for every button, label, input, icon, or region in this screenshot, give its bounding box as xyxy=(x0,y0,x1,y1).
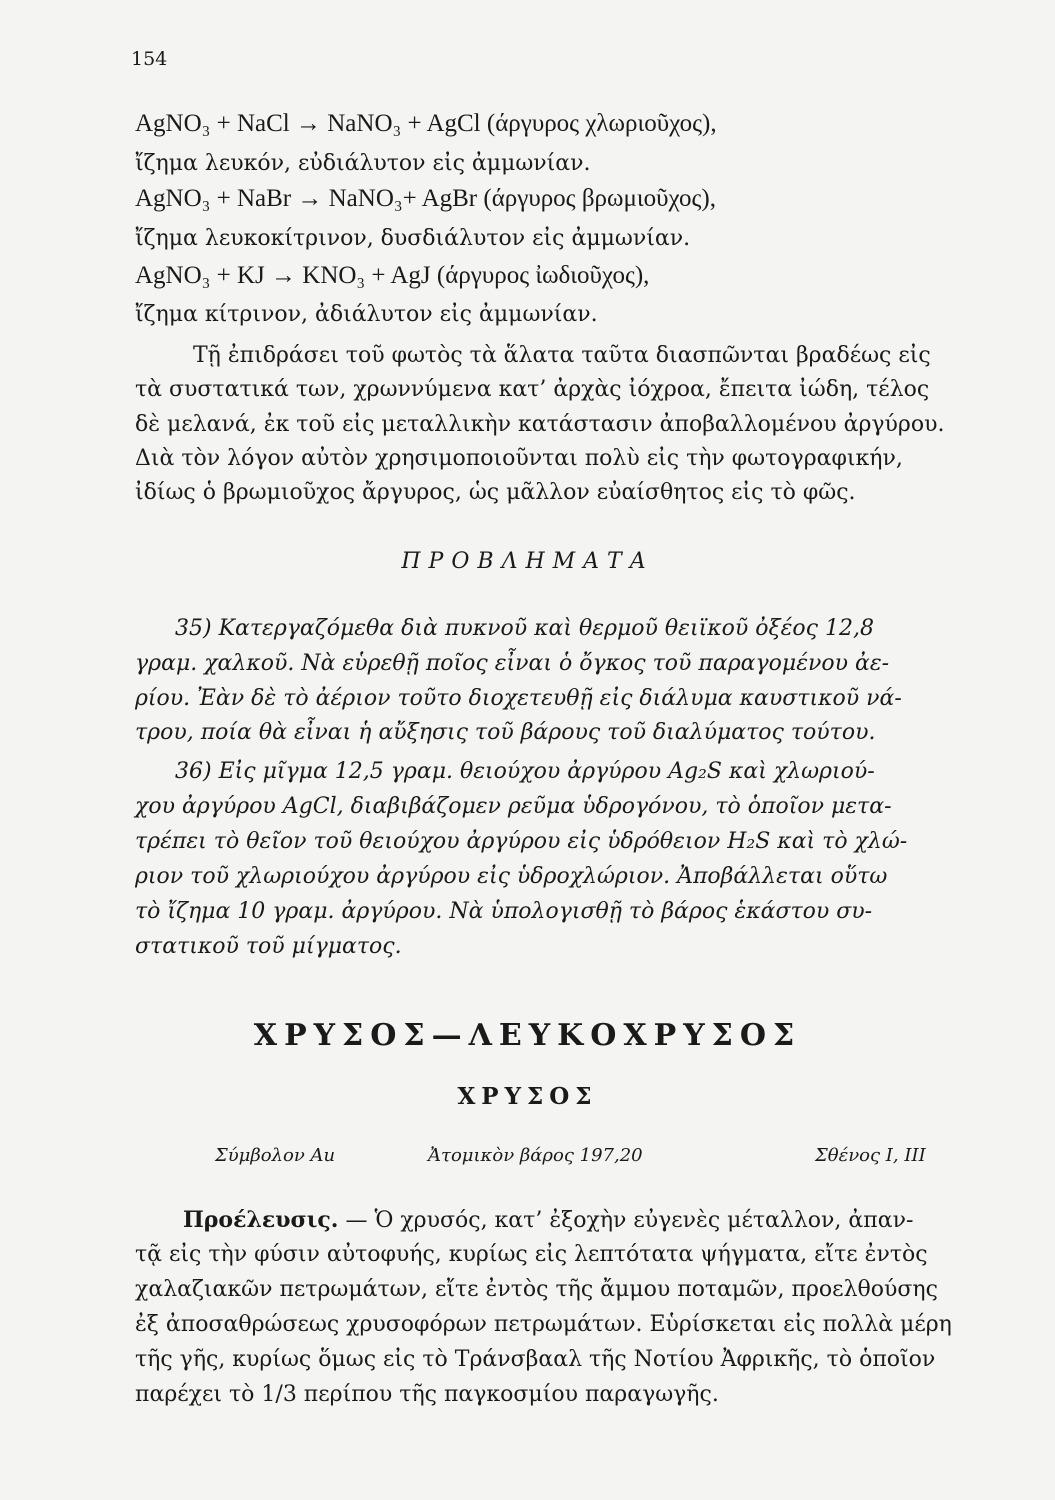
problem-line: 35) Κατεργαζόμεθα διὰ πυκνοῦ καὶ θερμοῦ θειϊκοῦ ὀξέος 12,8 xyxy=(175,616,874,641)
origin-first-line xyxy=(183,1206,913,1235)
equation-line: AgNO₃ + NaCl → NaNO₃ + AgCl (άργυρος χλωριοῦχος), xyxy=(135,110,717,137)
paragraph-line: ἰδίως ὁ βρωμιοῦχος ἄργυρος, ὡς μᾶλλον εὐαίσθητος εἰς τὸ φῶς. xyxy=(135,480,856,505)
origin-line: τᾷ εἰς τὴν φύσιν αὐτοφυής, κυρίως εἰς λεπτότατα ψήγματα, εἴτε ἐντὸς xyxy=(135,1242,928,1267)
equation-line: AgNO₃ + KJ → KNO₃ + AgJ (άργυρος ἰωδιοῦχος), xyxy=(135,262,650,289)
equation-line: AgNO₃ + NaBr → NaNO₃+ AgBr (άργυρος βρωμιοῦχος), xyxy=(135,185,717,212)
origin-line: παρέχει τὸ 1/3 περίπου τῆς παγκοσμίου παραγωγῆς. xyxy=(135,1382,719,1407)
paragraph-line: Τῇ ἐπιδράσει τοῦ φωτὸς τὰ ἅλατα ταῦτα διασπῶνται βραδέως εἰς xyxy=(193,343,931,368)
paragraph-line: δὲ μελανά, ἐκ τοῦ εἰς μεταλλικὴν κατάστασιν ἀποβαλλομένου ἀργύρου. xyxy=(135,412,945,437)
section-heading: ΧΡΥΣΟΣ xyxy=(457,1083,598,1110)
chapter-heading: ΧΡΥΣΟΣ—ΛΕΥΚΟΧΡΥΣΟΣ xyxy=(253,1018,802,1053)
symbol-label: Σύμβολον Au xyxy=(215,1145,336,1166)
problem-line: τὸ ἴζημα 10 γραμ. ἀργύρου. Νὰ ὑπολογισθῇ τὸ βάρος ἑκάστου συ- xyxy=(135,899,873,924)
equation-note: ἴζημα κίτρινον, ἀδιάλυτον εἰς ἀμμωνίαν. xyxy=(135,302,598,327)
paragraph-line: Διὰ τὸν λόγον αὐτὸν χρησιμοποιοῦνται πολὺ εἰς τὴν φωτογραφικήν, xyxy=(135,446,903,471)
problem-line: γραμ. χαλκοῦ. Νὰ εὑρεθῇ ποῖος εἶναι ὁ ὄγκος τοῦ παραγομένου ἀε- xyxy=(135,651,890,676)
atomic-weight-label: Ἀτομικὸν βάρος 197,20 xyxy=(428,1145,643,1166)
origin-line: τῆς γῆς, κυρίως ὅμως εἰς τὸ Τράνσβααλ τῆς Νοτίου Ἀφρικῆς, τὸ ὁποῖον xyxy=(135,1347,936,1372)
origin-line: — Ὁ χρυσός, κατ’ ἐξοχὴν εὐγενὲς μέταλλον, ἀπαν- xyxy=(345,1208,914,1233)
problem-line: ρίου. Ἐὰν δὲ τὸ ἀέριον τοῦτο διοχετευθῇ εἰς διάλυμα καυστικοῦ νά- xyxy=(135,686,902,711)
equation-note: ἴζημα λευκοκίτρινον, δυσδιάλυτον εἰς ἀμμωνίαν. xyxy=(135,226,691,251)
paragraph-line: τὰ συστατικά των, χρωννύμενα κατ’ ἀρχὰς ἰόχροα, ἔπειτα ἰώδη, τέλος xyxy=(135,377,930,402)
page-number: 154 xyxy=(131,48,168,70)
origin-label: Προέλευσις. xyxy=(183,1207,339,1233)
problem-line: ριον τοῦ χλωριούχου ἀργύρου εἰς ὑδροχλώριον. Ἀποβάλλεται οὕτω xyxy=(135,864,888,889)
valence-label: Σθένος I, III xyxy=(815,1145,926,1166)
problems-title: ΠΡΟΒΛΗΜΑΤΑ xyxy=(401,549,654,574)
problem-line: στατικοῦ τοῦ μίγματος. xyxy=(135,934,402,959)
problem-line: χου ἀργύρου AgCl, διαβιβάζομεν ρεῦμα ὑδρογόνου, τὸ ὁποῖον μετα- xyxy=(135,794,892,819)
problem-line: τρου, ποία θὰ εἶναι ἡ αὔξησις τοῦ βάρους τοῦ διαλύματος τούτου. xyxy=(135,720,876,745)
problem-line: 36) Εἰς μῖγμα 12,5 γραμ. θειούχου ἀργύρου Ag₂S καὶ χλωριού- xyxy=(175,759,875,784)
origin-line: ἐξ ἀποσαθρώσεως χρυσοφόρων πετρωμάτων. Εὑρίσκεται εἰς πολλὰ μέρη xyxy=(135,1312,952,1337)
equation-note: ἴζημα λευκόν, εὐδιάλυτον εἰς ἀμμωνίαν. xyxy=(135,151,591,176)
origin-line: χαλαζιακῶν πετρωμάτων, εἴτε ἐντὸς τῆς ἄμμου ποταμῶν, προελθούσης xyxy=(135,1277,938,1302)
problem-line: τρέπει τὸ θεῖον τοῦ θειούχου ἀργύρου εἰς ὑδρόθειον H₂S καὶ τὸ χλώ- xyxy=(135,829,908,854)
